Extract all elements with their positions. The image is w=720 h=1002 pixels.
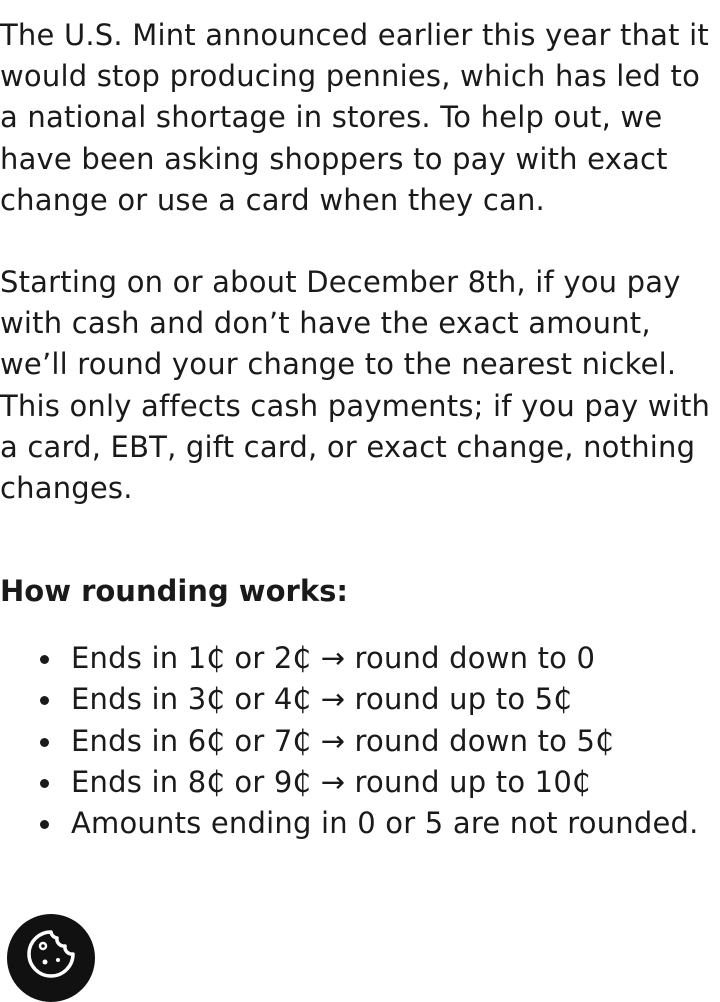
list-item [71,679,712,720]
rule-text: Ends in 3₵ or 4₵ → round up to 5₵ [71,682,572,717]
bullet-icon [40,779,49,788]
list-item [71,638,712,679]
rounding-rules-list [0,638,712,844]
list-item [71,762,712,803]
rule-text: Ends in 6₵ or 7₵ → round down to 5₵ [71,723,614,758]
article-body [0,15,712,844]
cookie-icon [21,924,81,984]
rounding-heading: How rounding works: [0,574,348,609]
bullet-icon [40,655,49,664]
bullet-icon [40,738,49,747]
bullet-icon [40,820,49,829]
list-item [71,721,712,762]
rounding-paragraph: Starting on or about December 8th, if you pay with cash and don’t have the exact amount, we’ll round your change to the nearest nickel. This only affects cash payments; if you pay with a card, EBT, gift card, or exact change, nothing changes. [0,265,711,506]
list-item [71,803,712,844]
rule-text: Ends in 1₵ or 2₵ → round down to 0 [71,641,596,676]
rule-text: Amounts ending in 0 or 5 are not rounded. [71,806,699,841]
bullet-icon [40,696,49,705]
intro-paragraph: The U.S. Mint announced earlier this year that it would stop producing pennies, which has led to a national shortage in stores. To help out, we have been asking shoppers to pay with exact change or use a card when they can. [0,18,709,217]
cookie-settings-button[interactable] [7,914,95,1002]
rule-text: Ends in 8₵ or 9₵ → round up to 10₵ [71,764,591,799]
